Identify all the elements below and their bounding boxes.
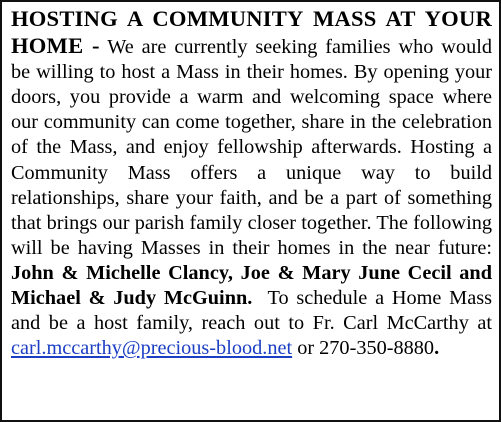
notice-paragraph bbox=[11, 6, 492, 361]
notice-body-intro: We are currently seeking families who would be willing to host a Mass in their homes. By opening your doors, you provide a warm and welcoming space where our community can come together, share in the celebration of the Mass, and enjoy fellowship afterwards. Hosting a Community Mass offers a unique way to build relationships, share your faith, and be a part of something that brings our parish family closer together. The following will be having Masses in their homes in the near future: bbox=[11, 36, 492, 259]
notice-end-period: . bbox=[434, 337, 440, 360]
notice-title: HOSTING A COMMUNITY MASS AT YOUR HOME - bbox=[11, 6, 492, 59]
phone-number: or 270-350-8880 bbox=[297, 337, 435, 360]
email-link[interactable]: carl.mccarthy@precious-blood.net bbox=[11, 337, 293, 360]
host-families: John & Michelle Clancy, Joe & Mary June Cecil and Michael & Judy McGuinn. bbox=[11, 261, 492, 310]
notice-body-contact: To schedule a Home Mass and be a host family, reach out to Fr. Carl McCarthy at bbox=[11, 287, 492, 335]
